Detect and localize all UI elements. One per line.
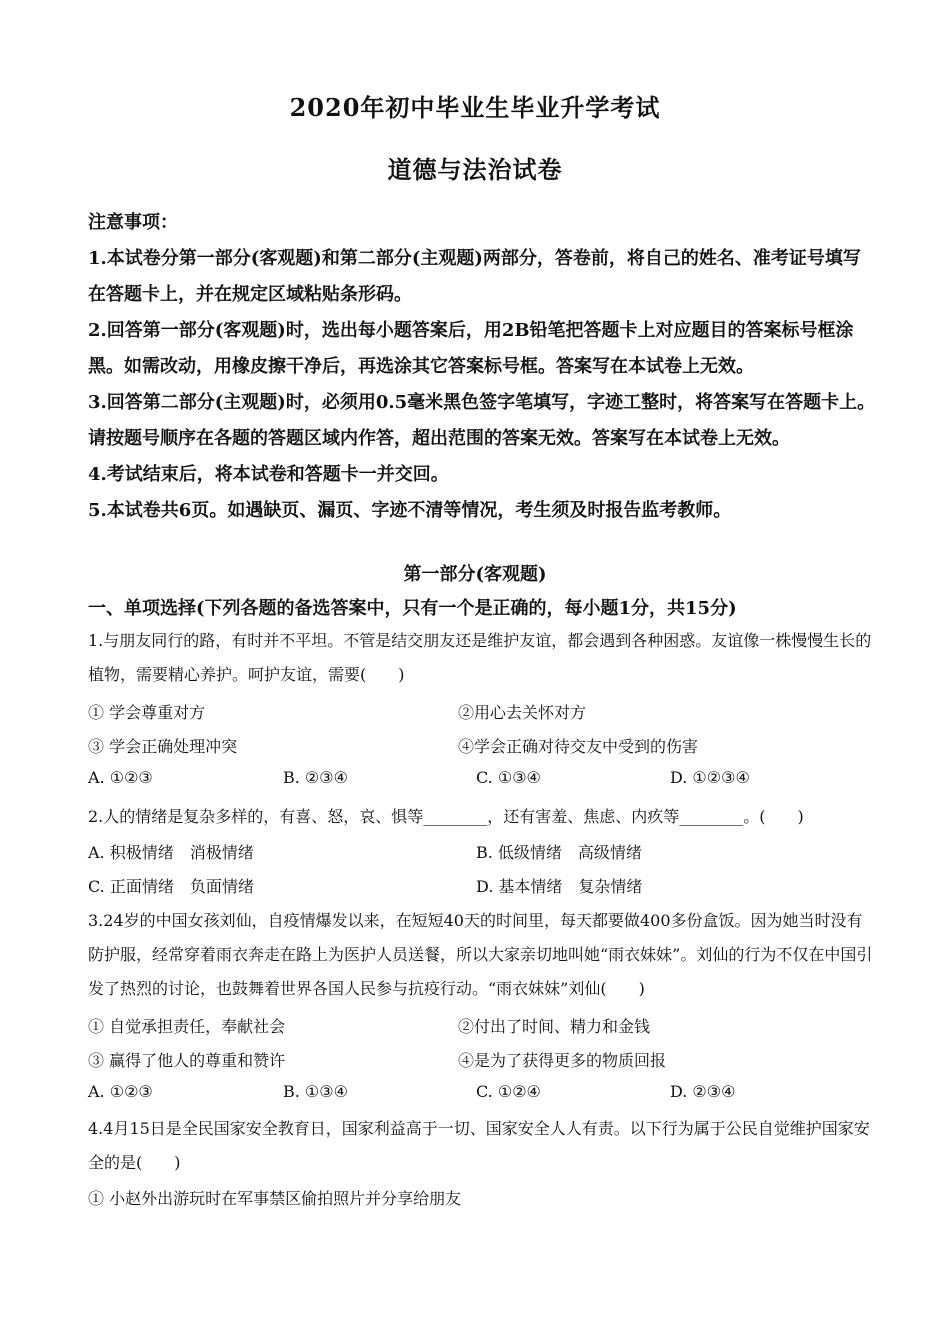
q1-statement-1: ① 学会尊重对方 <box>88 703 206 722</box>
section-heading: 一、单项选择(下列各题的备选答案中，只有一个是正确的，每小题1分，共15分) <box>88 598 737 619</box>
q1-statement-3: ③ 学会正确处理冲突 <box>88 737 238 756</box>
question-3-choices <box>88 1082 878 1112</box>
question-3-statements-row1 <box>88 1014 878 1044</box>
question-1-statements-row2 <box>88 734 878 764</box>
q4-statement-1: ① 小赵外出游玩时在军事禁区偷拍照片并分享给朋友 <box>88 1189 462 1208</box>
q1-choice-c: C. ①③④ <box>476 768 541 787</box>
q3-statement-4: ④是为了获得更多的物质回报 <box>458 1051 667 1070</box>
q3-statement-1: ① 自觉承担责任，奉献社会 <box>88 1017 286 1036</box>
question-4-text: 4.4月15日是全民国家安全教育日，国家利益高于一切、国家安全人人有责。以下行为属于公民自觉维护国家安全的是( ) <box>88 1119 870 1172</box>
q1-choice-d: D. ①②③④ <box>670 768 750 787</box>
q1-choice-b: B. ②③④ <box>283 768 348 787</box>
note-item-1: 1.本试卷分第一部分(客观题)和第二部分(主观题)两部分，答卷前，将自己的姓名、准考证号填写在答题卡上，并在规定区域粘贴条形码。 <box>88 248 861 305</box>
q3-choice-c: C. ①②④ <box>476 1082 541 1101</box>
q3-choice-d: D. ②③④ <box>670 1082 736 1101</box>
question-2-options-row2 <box>88 874 878 904</box>
q3-statement-3: ③ 赢得了他人的尊重和赞许 <box>88 1051 286 1070</box>
question-2-options-row1 <box>88 840 878 870</box>
question-1-statements-row1 <box>88 700 878 730</box>
question-4-stem <box>88 1112 878 1180</box>
question-1-stem <box>88 624 878 692</box>
question-4-statements-row1 <box>88 1186 878 1216</box>
note-item-2: 2.回答第一部分(客观题)时，选出每小题答案后，用2B铅笔把答题卡上对应题目的答案标号框涂黑。如需改动，用橡皮擦干净后，再选涂其它答案标号框。答案写在本试卷上无效。 <box>88 320 854 377</box>
q2-option-a: A. 积极情绪 消极情绪 <box>88 843 254 862</box>
exam-title: 2020年初中毕业生毕业升学考试 <box>289 93 661 122</box>
question-3-statements-row2 <box>88 1048 878 1078</box>
q2-option-c: C. 正面情绪 负面情绪 <box>88 877 254 896</box>
q2-option-d: D. 基本情绪 复杂情绪 <box>476 877 643 896</box>
notes-section <box>88 205 878 529</box>
q3-statement-2: ②付出了时间、精力和金钱 <box>458 1017 651 1036</box>
part1-heading: 第一部分(客观题) <box>403 564 547 585</box>
q2-option-b: B. 低级情绪 高级情绪 <box>476 843 642 862</box>
question-2-stem <box>88 800 878 834</box>
question-1-text: 1.与朋友同行的路，有时并不平坦。不管是结交朋友还是维护友谊，都会遇到各种困惑。友谊像一株慢慢生长的植物，需要精心养护。呵护友谊，需要( ) <box>88 631 872 684</box>
exam-subject-title: 道德与法治试卷 <box>387 155 563 184</box>
note-item-4: 4.考试结束后，将本试卷和答题卡一并交回。 <box>88 464 449 485</box>
question-3-stem <box>88 904 878 1006</box>
question-1-choices <box>88 768 878 798</box>
q1-statement-2: ②用心去关怀对方 <box>458 703 587 722</box>
q3-choice-a: A. ①②③ <box>88 1082 153 1101</box>
note-item-5: 5.本试卷共6页。如遇缺页、漏页、字迹不清等情况，考生须及时报告监考教师。 <box>88 500 732 521</box>
question-2-text: 2.人的情绪是复杂多样的，有喜、怒，哀、惧等________，还有害羞、焦虑、内疚等________。( ) <box>88 807 804 826</box>
q3-choice-b: B. ①③④ <box>283 1082 348 1101</box>
q1-choice-a: A. ①②③ <box>88 768 153 787</box>
notes-heading: 注意事项： <box>88 212 178 233</box>
question-3-text: 3.24岁的中国女孩刘仙，自疫情爆发以来，在短短40天的时间里，每天都要做400多份盒饭。因为她当时没有防护服，经常穿着雨衣奔走在路上为医护人员送餐，所以大家亲切地叫她“雨衣妹妹”。刘仙的行为不仅在中国引发了热烈的讨论，也鼓舞着世界各国人民参与抗疫行动。“雨衣妹妹”刘仙( ) <box>88 911 873 998</box>
q1-statement-4: ④学会正确对待交友中受到的伤害 <box>458 737 699 756</box>
note-item-3: 3.回答第二部分(主观题)时，必须用0.5毫米黑色签字笔填写，字迹工整时，将答案写在答题卡上。请按题号顺序在各题的答题区域内作答，超出范围的答案无效。答案写在本试卷上无效。 <box>88 392 876 449</box>
